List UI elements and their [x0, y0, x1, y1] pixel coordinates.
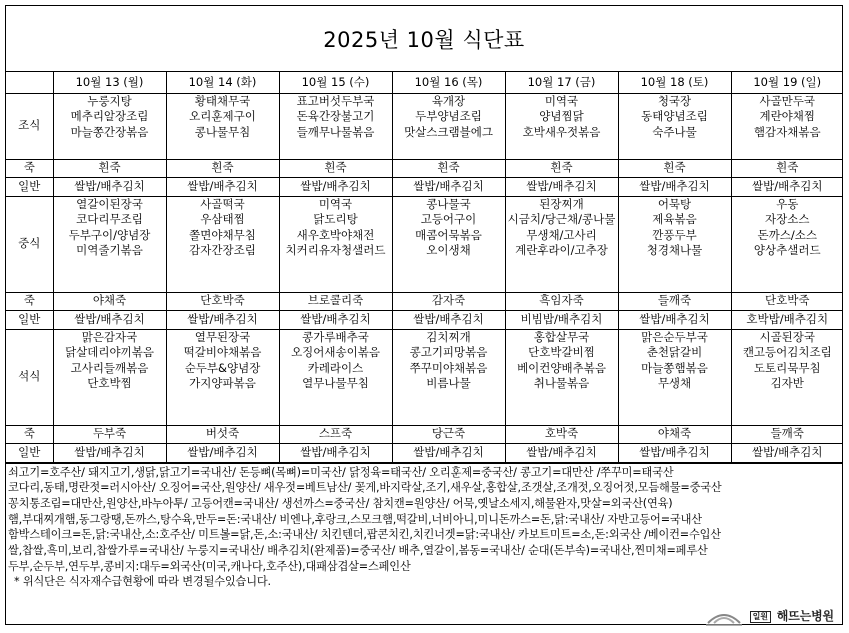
menu-item: 당근죽 [431, 426, 466, 441]
menu-item: 김자반 [770, 376, 804, 390]
menu-item: 닭살데리야끼볶음 [65, 345, 154, 359]
menu-item: 쫄면야채무침 [189, 227, 256, 242]
menu-item: 쌀밥/배추김치 [526, 178, 597, 193]
menu-item: 베이컨양배추볶음 [517, 360, 606, 375]
menu-item: 치커리유자청샐러드 [285, 243, 386, 257]
menu-cell [279, 177, 392, 196]
menu-item: 콩고기피망볶음 [409, 345, 488, 359]
menu-item: 시금치/당근채/콩나물 [507, 212, 616, 226]
day-header: 10월 19 (일) [731, 72, 843, 93]
menu-item: 쌀밥/배추김치 [639, 444, 710, 459]
menu-item: 캔고등어김치조림 [742, 345, 832, 359]
menu-item: 맑은순두부국 [641, 329, 708, 344]
menu-item: 쌀밥/배추김치 [413, 311, 484, 326]
title-row [6, 6, 842, 72]
menu-item: 비빔밥/배추김치 [520, 311, 603, 326]
menu-cell [618, 425, 731, 443]
menu-item: 쌀밥/배추김치 [751, 444, 823, 459]
menu-item: 표고버섯두부국 [296, 93, 375, 108]
menu-cell [166, 292, 279, 310]
menu-cell [279, 93, 392, 159]
menu-item: 야채죽 [657, 426, 692, 441]
menu-cell [731, 196, 843, 292]
menu-item: 흰죽 [550, 160, 573, 175]
logo-tag: 일원 [750, 611, 771, 623]
menu-item: 감자죽 [431, 293, 466, 308]
menu-item: 매콤어묵볶음 [415, 227, 482, 242]
meal-label: 석식 [6, 329, 53, 425]
menu-item: 사골떡국 [200, 196, 245, 211]
menu-item: 양념찜닭 [539, 109, 584, 123]
meal-label: 죽 [6, 425, 53, 443]
meal-label: 죽 [6, 292, 53, 310]
menu-cell [279, 292, 392, 310]
menu-cell [618, 329, 731, 425]
corner-cell [6, 72, 53, 93]
menu-item: 콩나물국 [426, 196, 471, 211]
menu-item: 쌀밥/배추김치 [74, 178, 145, 193]
origin-lines [8, 465, 842, 575]
menu-cell [392, 292, 505, 310]
menu-item: 닭도리탕 [313, 212, 358, 226]
menu-item: 가지양파볶음 [189, 376, 256, 390]
menu-cell [505, 443, 618, 462]
menu-item: 사골만두국 [759, 93, 816, 108]
menu-item: 단호박찜 [87, 376, 132, 390]
logo-name: 해뜨는병원 [776, 608, 834, 623]
menu-cell [392, 93, 505, 159]
menu-item: 쌀밥/배추김치 [639, 311, 710, 326]
menu-cell [731, 443, 843, 462]
menu-item: 쌀밥/배추김치 [413, 178, 484, 193]
menu-item: 쌀밥/배추김치 [74, 444, 145, 459]
day-header: 10월 15 (수) [279, 72, 392, 93]
menu-cell [166, 177, 279, 196]
menu-cell [505, 310, 618, 329]
meal-row [6, 292, 843, 310]
menu-cell [166, 425, 279, 443]
menu-item: 돈까스/소스 [757, 227, 817, 242]
menu-item: 열무된장국 [194, 329, 251, 344]
menu-cell [505, 292, 618, 310]
menu-cell [53, 177, 166, 196]
menu-item: 우삼태찜 [200, 212, 245, 226]
menu-cell [279, 425, 392, 443]
menu-item: 쌀밥/배추김치 [413, 444, 484, 459]
menu-cell [53, 310, 166, 329]
menu-item: 브로콜리죽 [307, 293, 364, 308]
origin-line: 쌀,찹쌀,흑미,보리,찹쌀가루=국내산/ 누룽지=국내산/ 배추김치(완제품)=중국산/ 배추,열갈이,봄동=국내산/ 순대(돈부속)=국내산,찐미채=페루산 [8, 544, 708, 558]
menu-item: 흰죽 [663, 160, 686, 175]
menu-item: 돈육간장불고기 [296, 109, 375, 123]
menu-item: 오징어새송이볶음 [291, 345, 380, 359]
notice-text: * 위식단은 식자재수급현황에 따라 변경될수있습니다. [14, 575, 271, 589]
menu-item: 흰죽 [776, 160, 799, 175]
menu-item: 계란후라이/고추장 [515, 243, 608, 257]
menu-cell [505, 329, 618, 425]
menu-item: 쌀밥/배추김치 [300, 444, 371, 459]
menu-item: 두부죽 [92, 426, 127, 441]
menu-cell [392, 159, 505, 177]
menu-item: 육개장 [431, 93, 466, 108]
meal-row [6, 310, 843, 329]
menu-cell [279, 443, 392, 462]
menu-item: 떡갈비야채볶음 [183, 345, 262, 359]
menu-item: 미역국 [318, 196, 353, 211]
menu-cell [505, 159, 618, 177]
menu-cell [731, 310, 843, 329]
menu-cell [731, 177, 843, 196]
menu-item: 계란야채찜 [759, 109, 816, 123]
menu-item: 취나물볶음 [533, 376, 590, 390]
menu-item: 쌀밥/배추김치 [187, 444, 258, 459]
menu-cell [731, 425, 843, 443]
menu-item: 마늘쫑간장볶음 [70, 124, 149, 139]
menu-cell [279, 329, 392, 425]
menu-item: 고등어구이 [420, 212, 477, 226]
meal-label: 일반 [6, 310, 53, 329]
menu-item: 오리훈제구이 [189, 109, 256, 123]
menu-item: 홍합살무국 [533, 329, 590, 344]
menu-item: 흰죽 [437, 160, 460, 175]
menu-cell [731, 292, 843, 310]
menu-cell [392, 177, 505, 196]
menu-item: 단호박죽 [765, 293, 810, 308]
menu-item: 황태채무국 [194, 93, 251, 108]
menu-item: 스프죽 [318, 426, 353, 441]
menu-cell [618, 310, 731, 329]
day-header: 10월 14 (화) [166, 72, 279, 93]
menu-cell [618, 177, 731, 196]
day-header: 10월 18 (토) [618, 72, 731, 93]
page-title: 2025년 10월 식단표 [323, 27, 525, 52]
menu-cell [166, 196, 279, 292]
origin-line: 햄,부대찌개햄,동그랑땡,돈까스,탕수육,만두=돈:국내산/ 비엔나,후랑크,스모크햄,떡갈비,너비아니,미니돈까스=돈,닭:국내산/ 자반고등어=국내산 [8, 512, 702, 526]
menu-item: 맛살스크램블에그 [404, 124, 493, 139]
menu-cell [731, 93, 843, 159]
menu-item: 시골된장국 [759, 329, 816, 344]
menu-item: 깐풍두부 [652, 227, 697, 242]
menu-item: 순두부&양념장 [184, 360, 261, 375]
menu-item: 숙주나물 [652, 124, 697, 139]
menu-item: 고사리들깨볶음 [70, 360, 149, 375]
meal-label: 일반 [6, 443, 53, 462]
menu-cell [731, 329, 843, 425]
menu-item: 청경채나물 [646, 243, 703, 257]
menu-item: 감자간장조림 [189, 243, 256, 257]
menu-item: 청국장 [657, 93, 692, 108]
day-header: 10월 16 (목) [392, 72, 505, 93]
menu-cell [392, 425, 505, 443]
menu-cell [166, 443, 279, 462]
day-header: 10월 17 (금) [505, 72, 618, 93]
menu-cell [53, 196, 166, 292]
menu-item: 무생채 [657, 376, 692, 390]
menu-item: 단호박갈비찜 [528, 345, 595, 359]
menu-item: 마늘쫑햄볶음 [641, 360, 708, 375]
menu-item: 쌀밥/배추김치 [300, 311, 371, 326]
menu-cell [166, 310, 279, 329]
menu-item: 콩나물무침 [194, 124, 251, 139]
menu-cell [505, 93, 618, 159]
menu-cell [279, 310, 392, 329]
menu-item: 흰죽 [324, 160, 347, 175]
menu-item: 쌀밥/배추김치 [751, 178, 823, 193]
menu-item: 들깨죽 [770, 426, 804, 441]
meal-label: 조식 [6, 93, 53, 159]
origin-line: 코다리,동태,명란젓=러시아산/ 오징어=국산,원양산/ 새우젓=베트남산/ 꽃게,바지락살,조기,새우살,홍합살,조갯살,조개젓,오징어젓,모듬해물=중국산 [8, 481, 722, 495]
menu-item: 흰죽 [211, 160, 234, 175]
meal-row [6, 425, 843, 443]
menu-cell [392, 310, 505, 329]
menu-item: 동태양념조림 [641, 109, 708, 123]
menu-cell [166, 159, 279, 177]
menu-cell [166, 329, 279, 425]
menu-item: 카레라이스 [307, 360, 364, 375]
menu-cell [392, 329, 505, 425]
menu-item: 도토리묵무침 [753, 360, 821, 375]
menu-cell [53, 329, 166, 425]
menu-cell [392, 443, 505, 462]
meal-row [6, 443, 843, 462]
menu-item: 야채죽 [92, 293, 127, 308]
menu-item: 제육볶음 [652, 212, 697, 226]
menu-item: 햄감자채볶음 [753, 124, 821, 139]
menu-item: 쌀밥/배추김치 [300, 178, 371, 193]
sunrise-logo-icon [704, 605, 744, 629]
meal-row [6, 177, 843, 196]
menu-item: 호박밥/배추김치 [746, 311, 829, 326]
menu-cell [53, 292, 166, 310]
origin-line: 꽁치통조림=대만산,원양산,바누아투/ 고등어캔=국내산/ 생선까스=중국산/ 참치캔=원양산/ 어묵,옛날소세지,해물완자,맛살=외국산(연육) [8, 496, 673, 510]
menu-item: 들깨죽 [657, 293, 692, 308]
menu-item: 쌀밥/배추김치 [187, 178, 258, 193]
day-header: 10월 13 (월) [53, 72, 166, 93]
menu-item: 어묵탕 [657, 196, 692, 211]
menu-cell [505, 425, 618, 443]
menu-item: 흰죽 [98, 160, 121, 175]
menu-cell [392, 196, 505, 292]
menu-cell [53, 443, 166, 462]
menu-item: 무생채/고사리 [526, 227, 597, 242]
meal-label: 중식 [6, 196, 53, 292]
menu-item: 두부구이/양념장 [68, 227, 151, 242]
menu-item: 춘천닭갈비 [646, 345, 703, 359]
menu-item: 미역줄기볶음 [76, 243, 143, 257]
menu-item: 버섯죽 [205, 426, 240, 441]
header-row [6, 72, 843, 93]
menu-item: 흑임자죽 [539, 293, 584, 308]
menu-item: 된장찌개 [539, 196, 584, 211]
hospital-logo [704, 605, 834, 629]
menu-cell [505, 177, 618, 196]
menu-item: 쌀밥/배추김치 [526, 444, 597, 459]
menu-item: 호박죽 [544, 426, 579, 441]
meal-label: 죽 [6, 159, 53, 177]
menu-item: 코다리무조림 [76, 212, 143, 226]
menu-item: 누룽지탕 [87, 93, 132, 108]
menu-item: 쌀밥/배추김치 [639, 178, 710, 193]
meal-row [6, 329, 843, 425]
menu-item: 오이생채 [426, 243, 471, 257]
menu-item: 콩가루배추국 [302, 329, 369, 344]
menu-cell [53, 93, 166, 159]
menu-item: 메추리알장조림 [70, 109, 149, 123]
menu-item: 김치찌개 [426, 329, 471, 344]
meal-row [6, 196, 843, 292]
menu-item: 쌀밥/배추김치 [74, 311, 145, 326]
menu-item: 호박새우젓볶음 [522, 124, 601, 139]
menu-item: 단호박죽 [200, 293, 245, 308]
menu-cell [53, 159, 166, 177]
meal-row [6, 159, 843, 177]
menu-table [6, 72, 843, 463]
origin-notes [6, 463, 842, 633]
menu-cell [279, 159, 392, 177]
menu-item: 미역국 [544, 93, 579, 108]
menu-cell [279, 196, 392, 292]
menu-item: 비름나물 [426, 376, 471, 390]
meal-label: 일반 [6, 177, 53, 196]
menu-cell [618, 443, 731, 462]
menu-item: 들깨무나물볶음 [296, 124, 375, 139]
menu-cell [618, 93, 731, 159]
menu-cell [618, 159, 731, 177]
menu-cell [53, 425, 166, 443]
menu-cell [731, 159, 843, 177]
origin-line: 함박스테이크=돈,닭:국내산,소:호주산/ 미트볼=닭,돈,소:국내산/ 치킨텐더,팝콘치킨,치킨너겟=닭:국내산/ 카보트미트=소,돈:외국산 /베이컨=수입산 [8, 528, 721, 542]
menu-item: 열갈이된장국 [76, 196, 143, 211]
menu-item: 양상추샐러드 [753, 243, 821, 257]
menu-cell [618, 292, 731, 310]
menu-item: 쌀밥/배추김치 [187, 311, 258, 326]
menu-cell [618, 196, 731, 292]
menu-item: 자장소스 [765, 212, 810, 226]
menu-item: 두부양념조림 [415, 109, 482, 123]
menu-cell [166, 93, 279, 159]
menu-item: 새우호박야채전 [296, 227, 375, 242]
menu-item: 맑은감자국 [81, 329, 138, 344]
origin-line: 두부,순두부,연두부,콩비지:대두=외국산(미국,캐나다,호주산),대패삼겹살=스페인산 [8, 559, 411, 573]
menu-sheet [5, 5, 843, 625]
menu-cell [505, 196, 618, 292]
menu-item: 쭈꾸미야채볶음 [409, 360, 488, 375]
origin-line: 쇠고기=호주산/ 돼지고기,생닭,닭고기=국내산/ 돈등뼈(목뼈)=미국산/ 닭정육=태국산/ 오리훈제=중국산/ 콩고기=대만산 /쭈꾸미=태국산 [8, 465, 674, 479]
meal-row [6, 93, 843, 159]
menu-item: 우동 [776, 196, 799, 211]
menu-item: 열무나물무침 [302, 376, 369, 390]
